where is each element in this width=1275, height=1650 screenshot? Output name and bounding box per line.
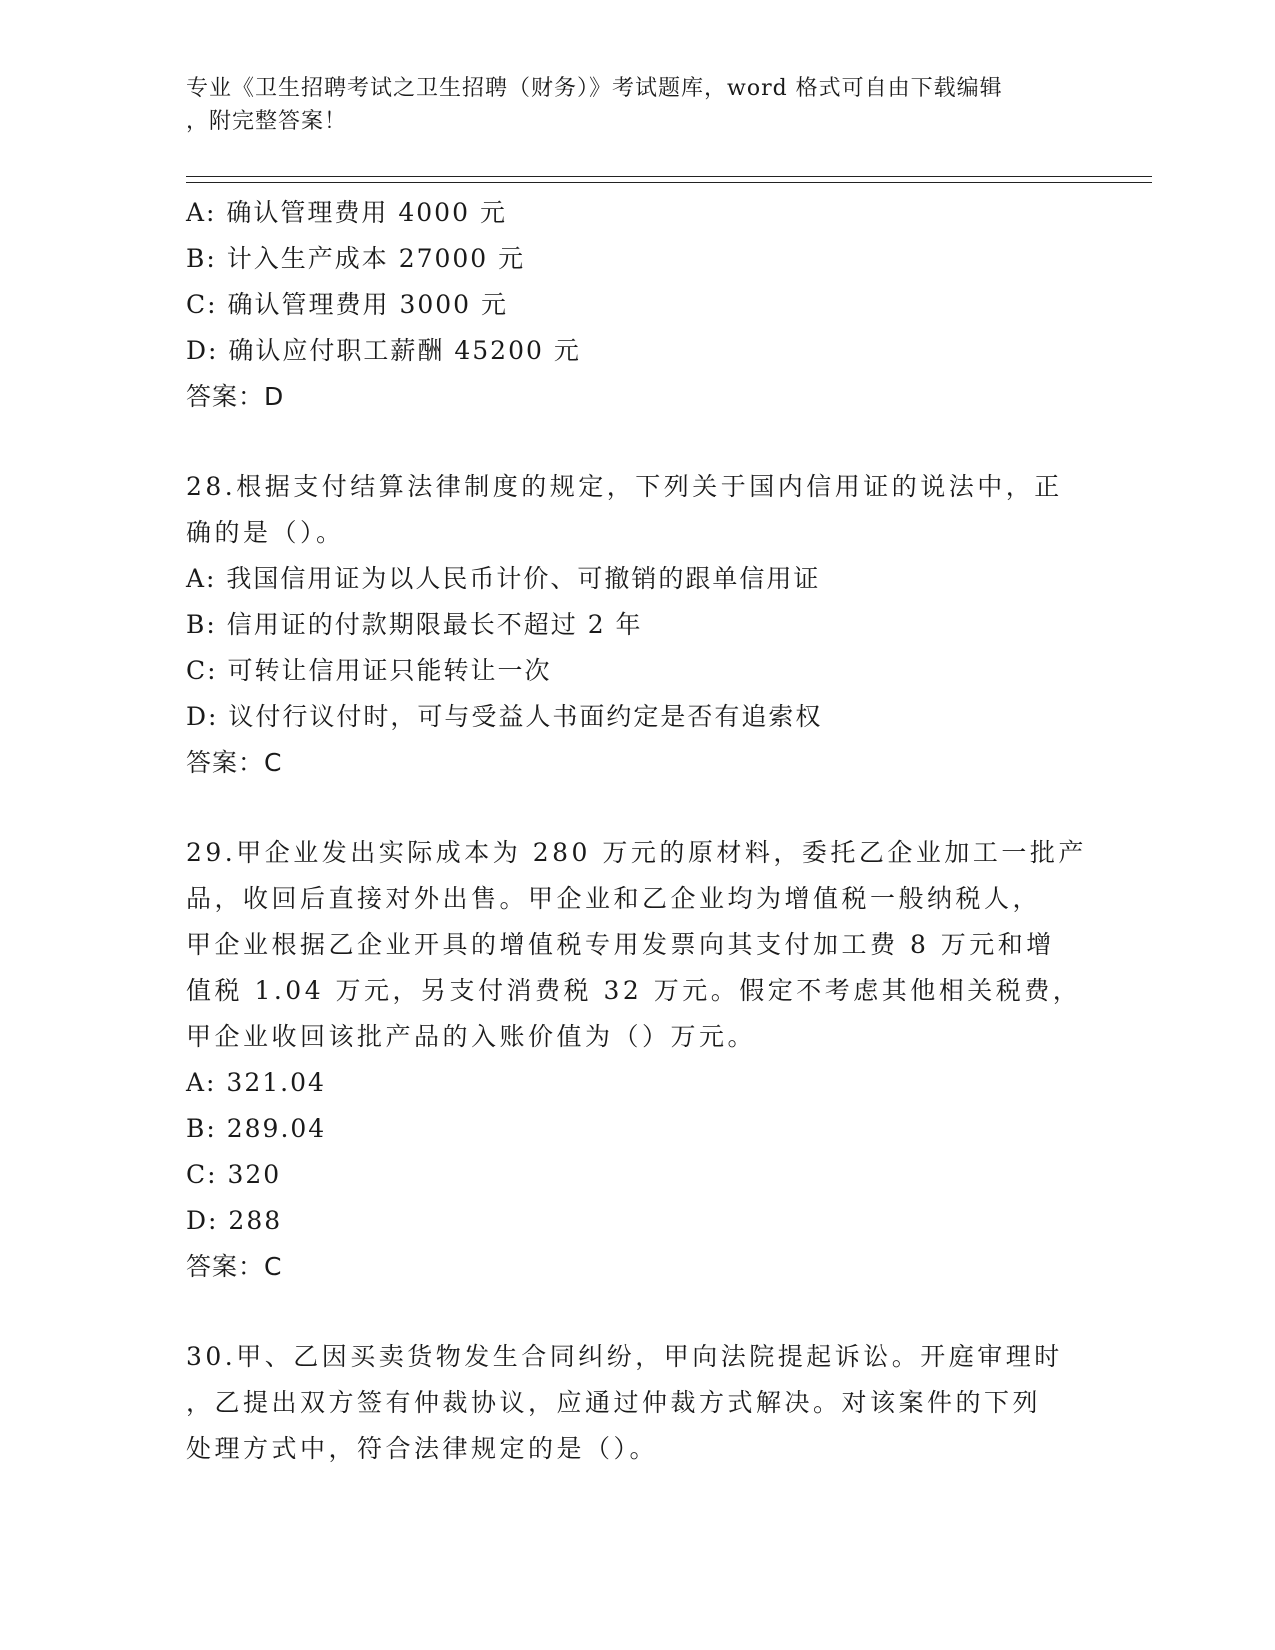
header-line-2: ，附完整答案！ (186, 109, 348, 134)
q29-stem (186, 830, 1086, 1060)
q28-option-b: B: 信用证的付款期限最长不超过 2 年 (186, 610, 643, 639)
question-29 (186, 830, 1086, 1290)
q28-answer: 答案：C (186, 748, 283, 777)
q27-option-a: A: 确认管理费用 4000 元 (186, 198, 507, 227)
q29-option-a: A: 321.04 (186, 1068, 326, 1097)
q28-stem (186, 464, 1086, 556)
q29-option-c: C: 320 (186, 1160, 282, 1189)
q30-stem-line: ，乙提出双方签有仲裁协议，应通过仲裁方式解决。对该案件的下列 (186, 1388, 1042, 1417)
q28-option-a: A: 我国信用证为以人民币计价、可撤销的跟单信用证 (186, 564, 821, 593)
q30-stem (186, 1334, 1086, 1472)
q29-stem-line: 甲企业收回该批产品的入账价值为（）万元。 (186, 1022, 757, 1051)
q29-stem-line: 29.甲企业发出实际成本为 280 万元的原材料，委托乙企业加工一批产 (186, 838, 1087, 867)
question-30 (186, 1334, 1086, 1472)
q28-option-d: D: 议付行议付时，可与受益人书面约定是否有追索权 (186, 702, 823, 731)
q28-stem-line: 28.根据支付结算法律制度的规定，下列关于国内信用证的说法中，正 (186, 472, 1063, 501)
page-header (186, 72, 1066, 138)
q27-option-d: D: 确认应付职工薪酬 45200 元 (186, 336, 581, 365)
q29-option-b: B: 289.04 (186, 1114, 327, 1143)
q29-stem-line: 品，收回后直接对外出售。甲企业和乙企业均为增值税一般纳税人， (186, 884, 1042, 913)
q29-option-d: D: 288 (186, 1206, 283, 1235)
q28-option-c: C: 可转让信用证只能转让一次 (186, 656, 552, 685)
header-divider-top (186, 176, 1152, 177)
q30-stem-line: 处理方式中，符合法律规定的是（）。 (186, 1434, 659, 1463)
q30-stem-line: 30.甲、乙因买卖货物发生合同纠纷，甲向法院提起诉讼。开庭审理时 (186, 1342, 1063, 1371)
q28-stem-line: 确的是（）。 (186, 518, 345, 547)
q29-stem-line: 值税 1.04 万元，另支付消费税 32 万元。假定不考虑其他相关税费， (186, 976, 1082, 1005)
question-27 (186, 190, 1086, 420)
q29-answer: 答案：C (186, 1252, 283, 1281)
q27-answer: 答案：D (186, 382, 285, 411)
question-28 (186, 464, 1086, 786)
q29-stem-line: 甲企业根据乙企业开具的增值税专用发票向其支付加工费 8 万元和增 (186, 930, 1055, 959)
q27-option-b: B: 计入生产成本 27000 元 (186, 244, 526, 273)
header-line-1: 专业《卫生招聘考试之卫生招聘（财务）》考试题库，word 格式可自由下载编辑 (186, 76, 1003, 101)
q27-option-c: C: 确认管理费用 3000 元 (186, 290, 509, 319)
question-list (186, 190, 1086, 1472)
header-divider-bottom (186, 182, 1152, 183)
